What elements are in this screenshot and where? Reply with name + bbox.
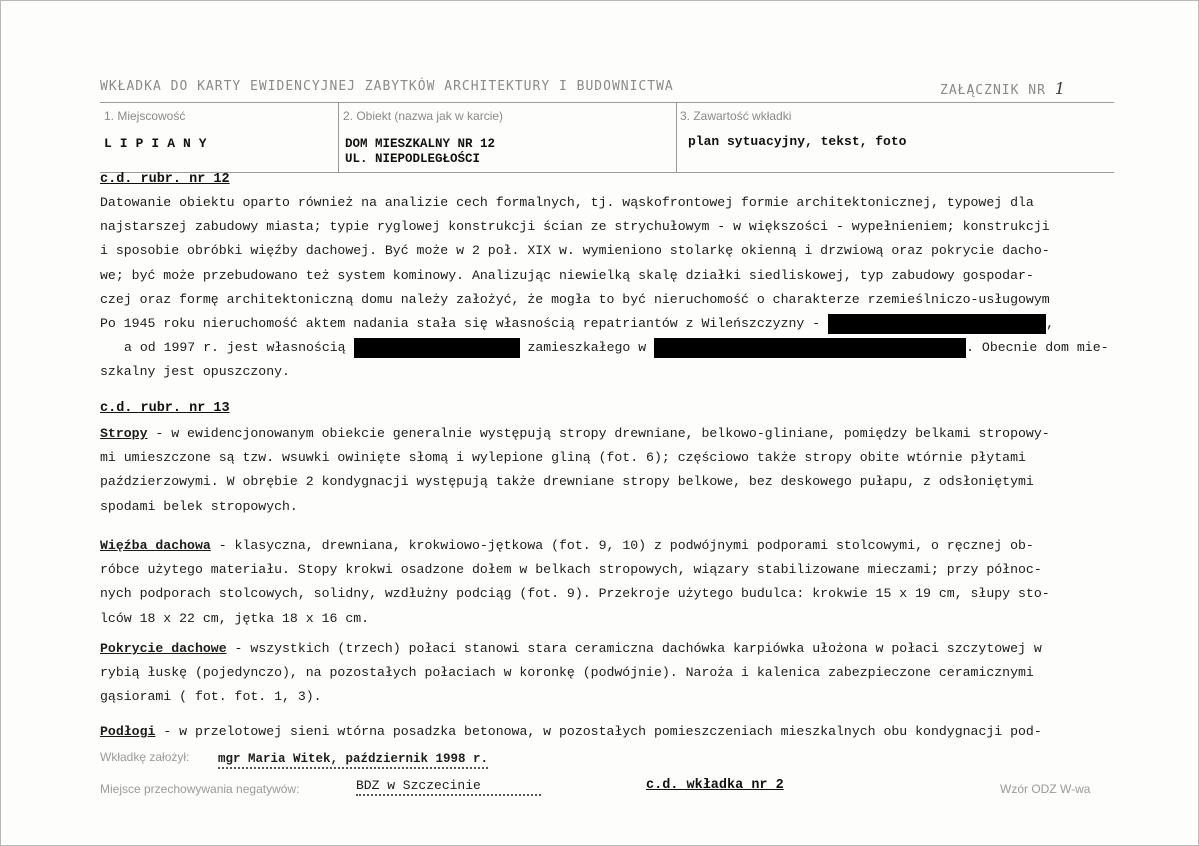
founded-value (218, 752, 488, 766)
field-box-bottom-line (100, 172, 1114, 173)
section-12-line (100, 336, 1120, 360)
form-code: Wzór ODZ W-wa (1000, 782, 1091, 796)
podlogi-line (100, 720, 1120, 744)
wiezba-term: Więźba dachowa (100, 538, 211, 553)
wiezba-paragraph (100, 534, 1120, 631)
document-title: WKŁADKA DO KARTY EWIDENCYJNEJ ZABYTKÓW ARCHITEKTURY I BUDOWNICTWA (100, 79, 674, 94)
object-value-line1: DOM MIESZKALNY NR 12 (345, 137, 496, 151)
attachment-label: ZAŁĄCZNIK NR (940, 83, 1046, 98)
section-12-heading: c.d. rubr. nr 12 (100, 172, 230, 187)
section-12-line: najstarszej zabudowy miasta; typie ryglowej konstrukcji ścian ze strychułowym - w większości - wypełnieniem; konstrukcji (100, 219, 1050, 235)
redacted-owner-name (828, 314, 1046, 334)
pokrycie-line: gąsiorami ( fot. fot. 1, 3). (100, 689, 322, 705)
wiezba-line: róbce użytego materiału. Stopy krokwi osadzone dołem w belkach stropowych, wiązary stabilizowane mieczami; przy północ- (100, 562, 1042, 578)
section-12-line: we; być może przebudowano też system kominowy. Analizując niewielką skalę działki siedliskowej, typ zabudowy gospodar- (100, 267, 1034, 283)
stropy-line (100, 422, 1120, 446)
owner-text-c: . Obecnie dom mie- (966, 340, 1109, 356)
section-13-heading: c.d. rubr. nr 13 (100, 401, 230, 416)
object-label: 2. Obiekt (nazwa jak w karcie) (343, 109, 504, 123)
ownership-comma: , (1046, 316, 1054, 332)
stropy-term: Stropy (100, 426, 148, 441)
section-12-line (100, 312, 1120, 336)
section-12-line: czej oraz formę architektoniczną domu należy założyć, że mogła to być nieruchomość o charakterze rzemieślniczo-usługowym (100, 291, 1050, 307)
wiezba-line: nych podporach stolcowych, solidny, wzdłużny podciąg (fot. 9). Przekroje użytego budulca: krokwie 15 x 19 cm, słupy sto- (100, 586, 1050, 602)
section-12-line: Datowanie obiektu oparto również na analizie cech formalnych, tj. wąskofrontowej formie architektonicznej, typowej dla (100, 195, 1034, 210)
contents-value: plan sytuacyjny, tekst, foto (688, 134, 907, 149)
pokrycie-line: rybią łuskę (pojedynczo), na pozostałych połaciach w koronkę (podwójnie). Naroża i kalenica zabezpieczone ceramicznymi (100, 665, 1034, 681)
pokrycie-line (100, 637, 1120, 661)
founded-label: Wkładkę założył: (100, 750, 190, 764)
contents-label: 3. Zawartość wkładki (680, 109, 792, 123)
attachment-number (940, 79, 1066, 98)
ownership-text: Po 1945 roku nieruchomość aktem nadania stała się własnością repatriantów z Wileńszczyzny - (100, 316, 821, 332)
stropy-line: spodami belek stropowych. (100, 498, 298, 514)
podlogi-paragraph (100, 720, 1120, 744)
field-divider-1 (338, 102, 339, 172)
stropy-line: paździerzowymi. W obrębie 2 kondygnacji występują także drewniane stropy belkowe, bez deskowego pułapu, z odsłoniętymi (100, 474, 1034, 490)
wiezba-text: - klasyczna, drewniana, krokwiowo-jętkowa (fot. 9, 10) z podwójnymi podporami stolcowymi, o ręcznej ob- (210, 538, 1034, 553)
negatives-value-text: BDZ w Szczecinie (356, 778, 541, 796)
stropy-text: - w ewidencjonowanym obiekcie generalnie występują stropy drewniane, belkowo-gliniane, pomiędzy belkami stropowy- (147, 426, 1050, 441)
negatives-value (356, 778, 541, 793)
founded-value-text: mgr Maria Witek, październik 1998 r. (218, 752, 488, 769)
pokrycie-text: - wszystkich (trzech) połaci stanowi stara ceramiczna dachówka karpiówka ułożona w połaci szczytowej w (226, 641, 1042, 656)
owner-text-b: zamieszkałego w (527, 340, 647, 356)
section-12-text (100, 191, 1120, 385)
stropy-paragraph (100, 422, 1120, 519)
field-box-top-line (100, 102, 1114, 103)
pokrycie-term: Pokrycie dachowe (100, 641, 227, 656)
continued-insert: c.d. wkładka nr 2 (646, 778, 784, 793)
stropy-line: mi umieszczone są tzw. wsuwki owinięte słomą i wylepione gliną (fot. 6); częściowo także stropy obite wtórnie płytami (100, 450, 1026, 466)
locality-value: LIPIANY (104, 136, 215, 151)
wiezba-line (100, 534, 1120, 558)
locality-label: 1. Miejscowość (104, 109, 186, 123)
section-12-line: szkalny jest opuszczony. (100, 364, 290, 380)
negatives-label: Miejsce przechowywania negatywów: (100, 782, 300, 796)
podlogi-term: Podłogi (100, 724, 156, 739)
pokrycie-paragraph (100, 637, 1120, 710)
object-value-line2: UL. NIEPODLEGŁOŚCI (345, 152, 481, 166)
podlogi-text: - w przelotowej sieni wtórna posadzka betonowa, w pozostałych pomieszczeniach mieszkalnych obu kondygnacji pod- (155, 724, 1042, 739)
attachment-number-value: 1 (1054, 79, 1066, 98)
owner-text-a: a od 1997 r. jest własnością (124, 340, 346, 356)
redacted-address (654, 338, 966, 358)
field-divider-2 (676, 102, 677, 172)
redacted-owner (354, 338, 520, 358)
section-12-line: i sposobie obróbki więźby dachowej. Być może w 2 poł. XIX w. wymieniono stolarkę okienną i drzwiową oraz pokrycie dacho- (100, 243, 1050, 259)
wiezba-line: lców 18 x 22 cm, jętka 18 x 16 cm. (100, 610, 370, 626)
